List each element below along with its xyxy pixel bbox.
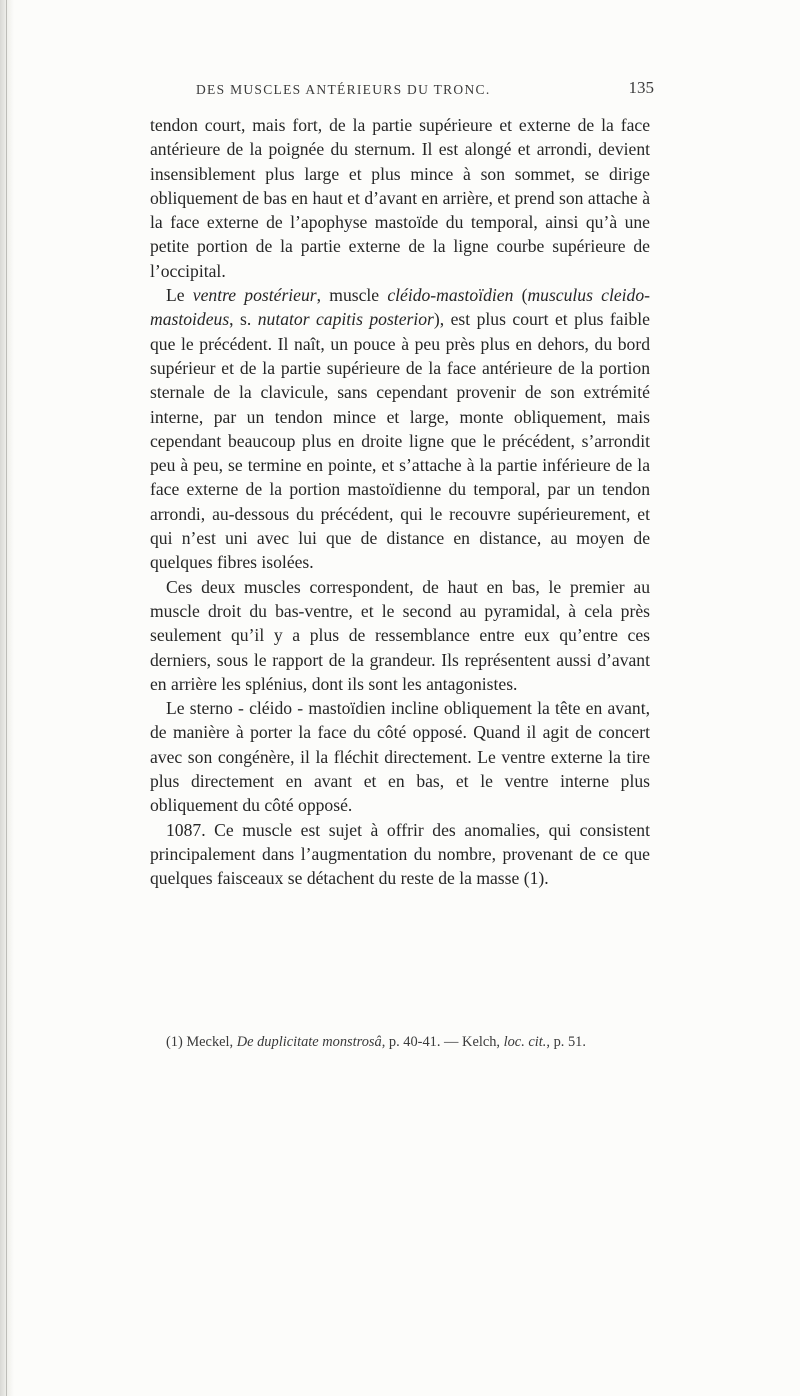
text-run: (1) Meckel, [166,1034,237,1050]
text-run: 1087. Ce muscle est sujet à offrir des anomalies, qui consistent principalement dans l’augmentation du nombre, provenant de ce que quelques faisceaux se détachent du reste de la masse (1). [150,819,650,889]
page-binding-edge [0,0,14,1396]
running-head: DES MUSCLES ANTÉRIEURS DU TRONC. [196,82,491,97]
italic-text: De duplicitate monstrosâ [236,1034,382,1050]
paragraph [150,696,650,817]
text-run: tendon court, mais fort, de la partie supérieure et externe de la face antérieure de la poignée du sternum. Il est alongé et arrondi, devient insensiblement plus large et plus mince à son sommet, se dirige obliquement de bas en haut et d’avant en arrière, et prend son attache à la face externe de l’apophyse mastoïde du temporal, ainsi qu’à une petite portion de la partie externe de la ligne courbe supérieure de l’occipital. [150,115,650,281]
italic-text: nutator capitis posterior [257,309,434,330]
italic-text: loc. cit. [503,1034,547,1050]
text-run: , s. [229,309,258,330]
text-run: Le [166,285,193,306]
text-run: , p. 51. [546,1034,586,1050]
text-run: ), est plus court et plus faible que le précédent. Il naît, un pouce à peu près plus en dehors, du bord supérieur et de la partie supérieure de la face antérieure de la portion sternale de la clavicule, sans cependant provenir de son extrémité interne, par un tendon mince et large, monte obliquement, mais cependant beaucoup plus en droite ligne que le précédent, s’arrondit peu à peu, se termine en pointe, et s’attache à la partie inférieure de la face externe de la portion mastoïdienne du temporal, par un tendon arrondi, au-dessous du précédent, qui le recouvre supérieurement, et qui n’est uni avec lui que de distance en distance, au moyen de quelques fibres isolées. [150,309,650,573]
italic-text: musculus cleido-mastoideus [150,285,651,330]
footnote-text [150,1032,650,1053]
text-run: Le sterno - cléido - mastoïdien incline obliquement la tête en avant, de manière à porter la face du côté opposé. Quand il agit de concert avec son congénère, il la fléchit directement. Le ventre externe la tire plus directement en avant et en bas, et le ventre interne plus obliquement du côté opposé. [150,698,650,816]
body-text [150,113,650,891]
text-run: , p. 40-41. — Kelch, [381,1034,504,1050]
footnote [150,1032,650,1053]
paragraph [150,283,650,575]
page-number: 135 [628,78,654,97]
italic-text: cléido-mastoïdien [387,285,514,306]
paragraph [150,575,650,696]
text-run: Ces deux muscles correspondent, de haut en bas, le premier au muscle droit du bas-ventre, et le second au pyramidal, à cela près seulement qu’il y a plus de ressemblance entre eux qu’entre ces derniers, sous le rapport de la grandeur. Ils représentent aussi d’avant en arrière les splénius, dont ils sont les antagonistes. [150,576,650,694]
text-run: , muscle [316,285,388,306]
text-run: ( [513,285,528,306]
paragraph [150,113,650,283]
page-binding-line [6,0,7,1396]
paragraph [150,818,650,891]
italic-text: ventre postérieur [192,285,317,306]
